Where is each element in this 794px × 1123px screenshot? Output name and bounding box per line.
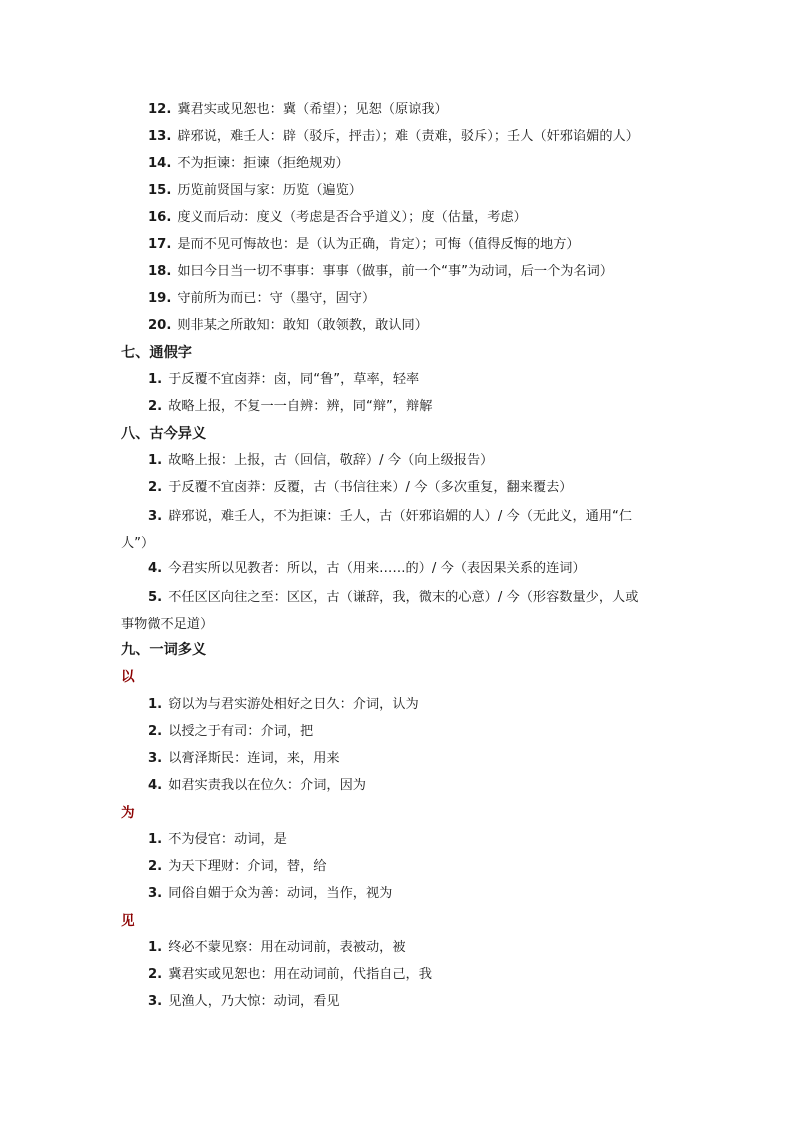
list-item: 17. 是而不见可悔故也：是（认为正确，肯定）；可悔（值得反悔的地方） [148, 237, 580, 252]
list-item: 2. 为天下理财：介词，替，给 [148, 859, 327, 874]
word-label: 以 [121, 669, 135, 685]
list-item: 2. 冀君实或见恕也：用在动词前，代指自己，我 [148, 967, 432, 982]
list-item: 1. 故略上报：上报，古（回信，敬辞）/ 今（向上级报告） [148, 453, 494, 468]
list-item: 1. 于反覆不宜卤莽：卤，同“鲁”，草率，轻率 [148, 372, 420, 387]
list-item: 3. 以膏泽斯民：连词，来，用来 [148, 751, 340, 766]
list-item: 2. 故略上报，不复一一自辨：辨，同“辩”，辩解 [148, 399, 433, 414]
list-item: 15. 历览前贤国与家：历览（遍览） [148, 183, 362, 198]
word-label: 见 [121, 913, 135, 929]
list-item: 14. 不为拒谏：拒谏（拒绝规劝） [148, 156, 349, 171]
list-item: 1. 窃以为与君实游处相好之日久：介词，认为 [148, 697, 419, 712]
list-item: 16. 度义而后动：度义（考虑是否合乎道义）；度（估量，考虑） [148, 210, 527, 225]
list-item: 18. 如曰今日当一切不事事：事事（做事，前一个“事”为动词，后一个为名词） [148, 264, 614, 279]
list-item: 2. 以授之于有司：介词，把 [148, 724, 314, 739]
list-item: 19. 守前所为而已：守（墨守，固守） [148, 291, 376, 306]
list-item: 12. 冀君实或见恕也：冀（希望）；见恕（原谅我） [148, 102, 448, 117]
list-item: 3. 同俗自媚于众为善：动词，当作，视为 [148, 886, 393, 901]
list-item: 3. 见渔人，乃大惊：动词，看见 [148, 994, 340, 1009]
list-item: 3. 辟邪说，难壬人，不为拒谏：壬人，古（奸邪谄媚的人）/ 今（无此义，通用“仁人”） [121, 509, 633, 551]
list-item: 13. 辟邪说，难壬人：辟（驳斥，抨击）；难（责难，驳斥）；壬人（奸邪谄媚的人） [148, 129, 639, 144]
word-label: 为 [121, 805, 135, 821]
list-item: 1. 不为侵官：动词，是 [148, 832, 287, 847]
list-item: 4. 如君实责我以在位久：介词，因为 [148, 778, 366, 793]
section-heading: 八、古今异义 [121, 426, 207, 442]
list-item: 2. 于反覆不宜卤莽：反覆，古（书信往来）/ 今（多次重复，翻来覆去） [148, 480, 573, 495]
section-heading: 七、通假字 [121, 345, 192, 361]
section-heading: 九、一词多义 [121, 642, 207, 658]
list-item: 1. 终必不蒙见察：用在动词前，表被动，被 [148, 940, 406, 955]
list-item: 4. 今君实所以见教者：所以，古（用来……的）/ 今（表因果关系的连词） [148, 561, 586, 576]
list-item: 20. 则非某之所敢知：敢知（敢领教，敢认同） [148, 318, 428, 333]
list-item: 5. 不任区区向往之至：区区，古（谦辞，我，微末的心意）/ 今（形容数量少，人或事物微不足道） [121, 590, 639, 632]
